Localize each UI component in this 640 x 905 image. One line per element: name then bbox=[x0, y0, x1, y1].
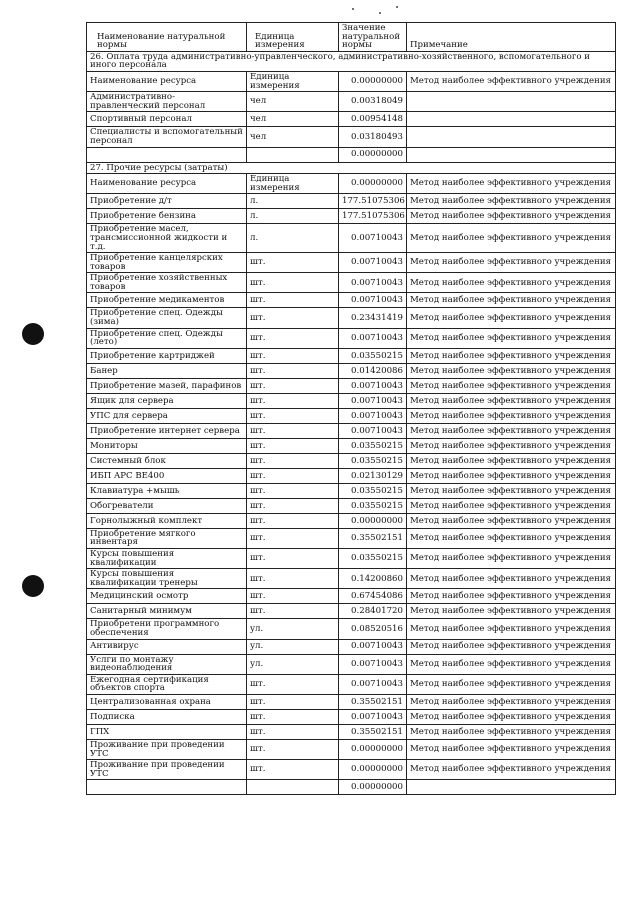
row-value: 0.03550215 bbox=[339, 549, 407, 569]
table-row bbox=[87, 619, 616, 639]
row-unit: шт. bbox=[247, 674, 339, 694]
row-value: 0.03550215 bbox=[339, 438, 407, 453]
row-unit: шт. bbox=[247, 393, 339, 408]
table-row bbox=[87, 92, 616, 112]
row-name: Приобретение бензина bbox=[87, 209, 247, 224]
row-name: Курсы повышения квалификации bbox=[87, 549, 247, 569]
row-value: 0.00710043 bbox=[339, 423, 407, 438]
row-value: 0.00954148 bbox=[339, 112, 407, 127]
section-header-row bbox=[87, 162, 616, 174]
row-unit: ул. bbox=[247, 619, 339, 639]
row-name: Наименование ресурса bbox=[87, 174, 247, 194]
table-row bbox=[87, 468, 616, 483]
table-row bbox=[87, 739, 616, 759]
row-value: 0.00000000 bbox=[339, 760, 407, 780]
row-unit: шт. bbox=[247, 724, 339, 739]
row-unit: шт. bbox=[247, 589, 339, 604]
row-unit: шт. bbox=[247, 253, 339, 273]
row-unit: шт. bbox=[247, 483, 339, 498]
row-note bbox=[407, 127, 616, 147]
row-name: ИБП APC BE400 bbox=[87, 468, 247, 483]
row-name: ГПХ bbox=[87, 724, 247, 739]
row-name: Антивирус bbox=[87, 639, 247, 654]
table-row bbox=[87, 589, 616, 604]
row-note: Метод наиболее эффективного учреждения bbox=[407, 654, 616, 674]
row-name: Подписка bbox=[87, 709, 247, 724]
row-name: Ящик для сервера bbox=[87, 393, 247, 408]
row-unit: шт. bbox=[247, 549, 339, 569]
row-name: Специалисты и вспомогательный персонал bbox=[87, 127, 247, 147]
row-note: Метод наиболее эффективного учреждения bbox=[407, 694, 616, 709]
row-note: Метод наиболее эффективного учреждения bbox=[407, 363, 616, 378]
row-unit: чел bbox=[247, 92, 339, 112]
row-note: Метод наиболее эффективного учреждения bbox=[407, 589, 616, 604]
table-row bbox=[87, 780, 616, 795]
row-name: Приобретение хозяйственных товаров bbox=[87, 273, 247, 293]
row-unit: шт. bbox=[247, 694, 339, 709]
row-unit: шт. bbox=[247, 760, 339, 780]
row-unit bbox=[247, 147, 339, 162]
row-name: Проживание при проведении УТС bbox=[87, 760, 247, 780]
row-name: Приобретение интернет сервера bbox=[87, 423, 247, 438]
row-name: Приобретение канцелярских товаров bbox=[87, 253, 247, 273]
table-row bbox=[87, 549, 616, 569]
table-header-row bbox=[87, 23, 616, 52]
row-value: 0.00710043 bbox=[339, 654, 407, 674]
row-value: 0.00000000 bbox=[339, 513, 407, 528]
row-note: Метод наиболее эффективного учреждения bbox=[407, 438, 616, 453]
row-note: Метод наиболее эффективного учреждения bbox=[407, 393, 616, 408]
row-unit: Единица измерения bbox=[247, 174, 339, 194]
table-row bbox=[87, 513, 616, 528]
row-value: 0.01420086 bbox=[339, 363, 407, 378]
row-value: 0.00710043 bbox=[339, 273, 407, 293]
row-name: Мониторы bbox=[87, 438, 247, 453]
row-name: Приобретение мягкого инвентаря bbox=[87, 528, 247, 548]
row-value: 0.23431419 bbox=[339, 308, 407, 328]
row-note: Метод наиболее эффективного учреждения bbox=[407, 408, 616, 423]
row-note: Метод наиболее эффективного учреждения bbox=[407, 194, 616, 209]
row-note: Метод наиболее эффективного учреждения bbox=[407, 528, 616, 548]
table-row bbox=[87, 694, 616, 709]
table-row bbox=[87, 224, 616, 253]
table-row bbox=[87, 209, 616, 224]
row-note: Метод наиболее эффективного учреждения bbox=[407, 569, 616, 589]
table-row bbox=[87, 453, 616, 468]
row-value: 0.00000000 bbox=[339, 780, 407, 795]
row-value: 0.00000000 bbox=[339, 147, 407, 162]
row-name: Горнолыжный комплект bbox=[87, 513, 247, 528]
row-note: Метод наиболее эффективного учреждения bbox=[407, 619, 616, 639]
row-name: Административно-правленческий персонал bbox=[87, 92, 247, 112]
row-note: Метод наиболее эффективного учреждения bbox=[407, 674, 616, 694]
row-unit bbox=[247, 780, 339, 795]
row-name: УПС для сервера bbox=[87, 408, 247, 423]
row-name: Приобретение спец. Одежды (лето) bbox=[87, 328, 247, 348]
table-row bbox=[87, 639, 616, 654]
table-row bbox=[87, 498, 616, 513]
row-name: Курсы повышения квалификации тренеры bbox=[87, 569, 247, 589]
table-row bbox=[87, 674, 616, 694]
header-unit: Единица измерения bbox=[247, 23, 339, 52]
table-row bbox=[87, 378, 616, 393]
row-name: Приобретени программного обеспечения bbox=[87, 619, 247, 639]
row-unit: шт. bbox=[247, 408, 339, 423]
row-name: Клавиатура +мышь bbox=[87, 483, 247, 498]
table-row bbox=[87, 348, 616, 363]
row-note: Метод наиболее эффективного учреждения bbox=[407, 483, 616, 498]
row-value: 0.00710043 bbox=[339, 674, 407, 694]
table-row bbox=[87, 724, 616, 739]
row-note: Метод наиболее эффективного учреждения bbox=[407, 639, 616, 654]
table-row bbox=[87, 71, 616, 91]
table-row bbox=[87, 363, 616, 378]
row-value: 0.02130129 bbox=[339, 468, 407, 483]
row-name: Системный блок bbox=[87, 453, 247, 468]
row-value: 0.00710043 bbox=[339, 709, 407, 724]
row-note: Метод наиболее эффективного учреждения bbox=[407, 513, 616, 528]
row-unit: шт. bbox=[247, 513, 339, 528]
row-value: 0.03550215 bbox=[339, 453, 407, 468]
row-value: 0.03550215 bbox=[339, 483, 407, 498]
row-name: Медицинский осмотр bbox=[87, 589, 247, 604]
section-title: 27. Прочие ресурсы (затраты) bbox=[87, 162, 616, 174]
row-unit: шт. bbox=[247, 308, 339, 328]
table-row bbox=[87, 293, 616, 308]
row-unit: шт. bbox=[247, 604, 339, 619]
table-row bbox=[87, 604, 616, 619]
row-note: Метод наиболее эффективного учреждения bbox=[407, 71, 616, 91]
row-unit: л. bbox=[247, 194, 339, 209]
row-unit: шт. bbox=[247, 328, 339, 348]
punch-hole-bottom bbox=[22, 575, 44, 597]
row-name: Приобретение медикаментов bbox=[87, 293, 247, 308]
table-row bbox=[87, 438, 616, 453]
row-value: 0.00710043 bbox=[339, 378, 407, 393]
table-row bbox=[87, 253, 616, 273]
row-unit: шт. bbox=[247, 423, 339, 438]
row-name: Услги по монтажу видеонаблюдения bbox=[87, 654, 247, 674]
row-unit: чел bbox=[247, 112, 339, 127]
row-unit: шт. bbox=[247, 468, 339, 483]
row-unit: шт. bbox=[247, 528, 339, 548]
row-unit: шт. bbox=[247, 569, 339, 589]
row-note: Метод наиболее эффективного учреждения bbox=[407, 174, 616, 194]
table-row bbox=[87, 569, 616, 589]
row-note bbox=[407, 112, 616, 127]
row-note: Метод наиболее эффективного учреждения bbox=[407, 209, 616, 224]
row-note: Метод наиболее эффективного учреждения bbox=[407, 739, 616, 759]
table-row bbox=[87, 654, 616, 674]
table-row bbox=[87, 127, 616, 147]
table-row bbox=[87, 760, 616, 780]
row-unit: шт. bbox=[247, 453, 339, 468]
row-name: Централизованная охрана bbox=[87, 694, 247, 709]
row-unit: шт. bbox=[247, 709, 339, 724]
row-unit: шт. bbox=[247, 739, 339, 759]
row-note: Метод наиболее эффективного учреждения bbox=[407, 293, 616, 308]
row-value: 0.00710043 bbox=[339, 639, 407, 654]
row-note: Метод наиболее эффективного учреждения bbox=[407, 378, 616, 393]
row-note: Метод наиболее эффективного учреждения bbox=[407, 308, 616, 328]
norms-table bbox=[86, 22, 616, 795]
row-note: Метод наиболее эффективного учреждения bbox=[407, 423, 616, 438]
scan-speck bbox=[396, 6, 398, 8]
scan-speck bbox=[352, 8, 354, 10]
row-value: 0.00710043 bbox=[339, 293, 407, 308]
table-row bbox=[87, 528, 616, 548]
row-name: Банер bbox=[87, 363, 247, 378]
row-name: Приобретение спец. Одежды (зима) bbox=[87, 308, 247, 328]
row-name: Спортивный персонал bbox=[87, 112, 247, 127]
row-note: Метод наиболее эффективного учреждения bbox=[407, 453, 616, 468]
punch-hole-top bbox=[22, 323, 44, 345]
row-unit: л. bbox=[247, 209, 339, 224]
row-note: Метод наиболее эффективного учреждения bbox=[407, 328, 616, 348]
table-row bbox=[87, 483, 616, 498]
row-value: 0.28401720 bbox=[339, 604, 407, 619]
row-unit: шт. bbox=[247, 273, 339, 293]
row-unit: шт. bbox=[247, 378, 339, 393]
row-value: 177.51075306 bbox=[339, 209, 407, 224]
row-note: Метод наиболее эффективного учреждения bbox=[407, 468, 616, 483]
header-value: Значение натуральной нормы bbox=[339, 23, 407, 52]
row-note bbox=[407, 780, 616, 795]
row-value: 0.03550215 bbox=[339, 498, 407, 513]
row-unit: шт. bbox=[247, 293, 339, 308]
table-row bbox=[87, 393, 616, 408]
table-row bbox=[87, 423, 616, 438]
row-value: 0.00710043 bbox=[339, 224, 407, 253]
table-row bbox=[87, 112, 616, 127]
row-name: Приобретение картриджей bbox=[87, 348, 247, 363]
row-unit: ул. bbox=[247, 639, 339, 654]
table-row bbox=[87, 194, 616, 209]
row-unit: шт. bbox=[247, 348, 339, 363]
row-name bbox=[87, 780, 247, 795]
row-value: 0.35502151 bbox=[339, 694, 407, 709]
row-unit: шт. bbox=[247, 438, 339, 453]
row-value: 0.67454086 bbox=[339, 589, 407, 604]
row-note: Метод наиболее эффективного учреждения bbox=[407, 760, 616, 780]
row-note bbox=[407, 147, 616, 162]
table-body bbox=[87, 51, 616, 795]
row-name: Приобретение масел, трансмиссионной жидкости и т.д. bbox=[87, 224, 247, 253]
row-value: 0.35502151 bbox=[339, 724, 407, 739]
row-note: Метод наиболее эффективного учреждения bbox=[407, 224, 616, 253]
header-note: Примечание bbox=[407, 23, 616, 52]
row-value: 0.00000000 bbox=[339, 739, 407, 759]
row-name: Ежегодная сертификация объектов спорта bbox=[87, 674, 247, 694]
section-title: 26. Оплата труда административно-управленческого, административно-хозяйственного, вспомогательного и иного персонала bbox=[87, 51, 616, 71]
header-name: Наименование натуральной нормы bbox=[87, 23, 247, 52]
row-name bbox=[87, 147, 247, 162]
row-name: Проживание при проведении УТС bbox=[87, 739, 247, 759]
row-value: 0.00710043 bbox=[339, 253, 407, 273]
row-name: Наименование ресурса bbox=[87, 71, 247, 91]
section-header-row bbox=[87, 51, 616, 71]
row-value: 0.14200860 bbox=[339, 569, 407, 589]
row-unit: шт. bbox=[247, 363, 339, 378]
row-value: 0.00000000 bbox=[339, 174, 407, 194]
table-row bbox=[87, 709, 616, 724]
row-note bbox=[407, 92, 616, 112]
table-row bbox=[87, 174, 616, 194]
row-value: 0.00710043 bbox=[339, 393, 407, 408]
row-unit: л. bbox=[247, 224, 339, 253]
row-unit: шт. bbox=[247, 498, 339, 513]
table-row bbox=[87, 308, 616, 328]
row-note: Метод наиболее эффективного учреждения bbox=[407, 549, 616, 569]
row-note: Метод наиболее эффективного учреждения bbox=[407, 604, 616, 619]
row-note: Метод наиболее эффективного учреждения bbox=[407, 273, 616, 293]
row-value: 0.03550215 bbox=[339, 348, 407, 363]
row-note: Метод наиболее эффективного учреждения bbox=[407, 253, 616, 273]
row-value: 0.08520516 bbox=[339, 619, 407, 639]
table-row bbox=[87, 147, 616, 162]
table-row bbox=[87, 408, 616, 423]
row-value: 0.03180493 bbox=[339, 127, 407, 147]
table-row bbox=[87, 328, 616, 348]
row-value: 0.00710043 bbox=[339, 408, 407, 423]
row-value: 0.00318049 bbox=[339, 92, 407, 112]
row-unit: чел bbox=[247, 127, 339, 147]
row-note: Метод наиболее эффективного учреждения bbox=[407, 498, 616, 513]
row-unit: ул. bbox=[247, 654, 339, 674]
row-value: 0.35502151 bbox=[339, 528, 407, 548]
row-name: Приобретение д/т bbox=[87, 194, 247, 209]
scan-speck bbox=[379, 12, 381, 14]
row-name: Обогреватели bbox=[87, 498, 247, 513]
row-name: Санитарный минимум bbox=[87, 604, 247, 619]
row-name: Приобретение мазей, парафинов bbox=[87, 378, 247, 393]
table-row bbox=[87, 273, 616, 293]
row-value: 0.00000000 bbox=[339, 71, 407, 91]
row-value: 0.00710043 bbox=[339, 328, 407, 348]
row-note: Метод наиболее эффективного учреждения bbox=[407, 724, 616, 739]
row-note: Метод наиболее эффективного учреждения bbox=[407, 348, 616, 363]
row-note: Метод наиболее эффективного учреждения bbox=[407, 709, 616, 724]
row-unit: Единица измерения bbox=[247, 71, 339, 91]
row-value: 177.51075306 bbox=[339, 194, 407, 209]
